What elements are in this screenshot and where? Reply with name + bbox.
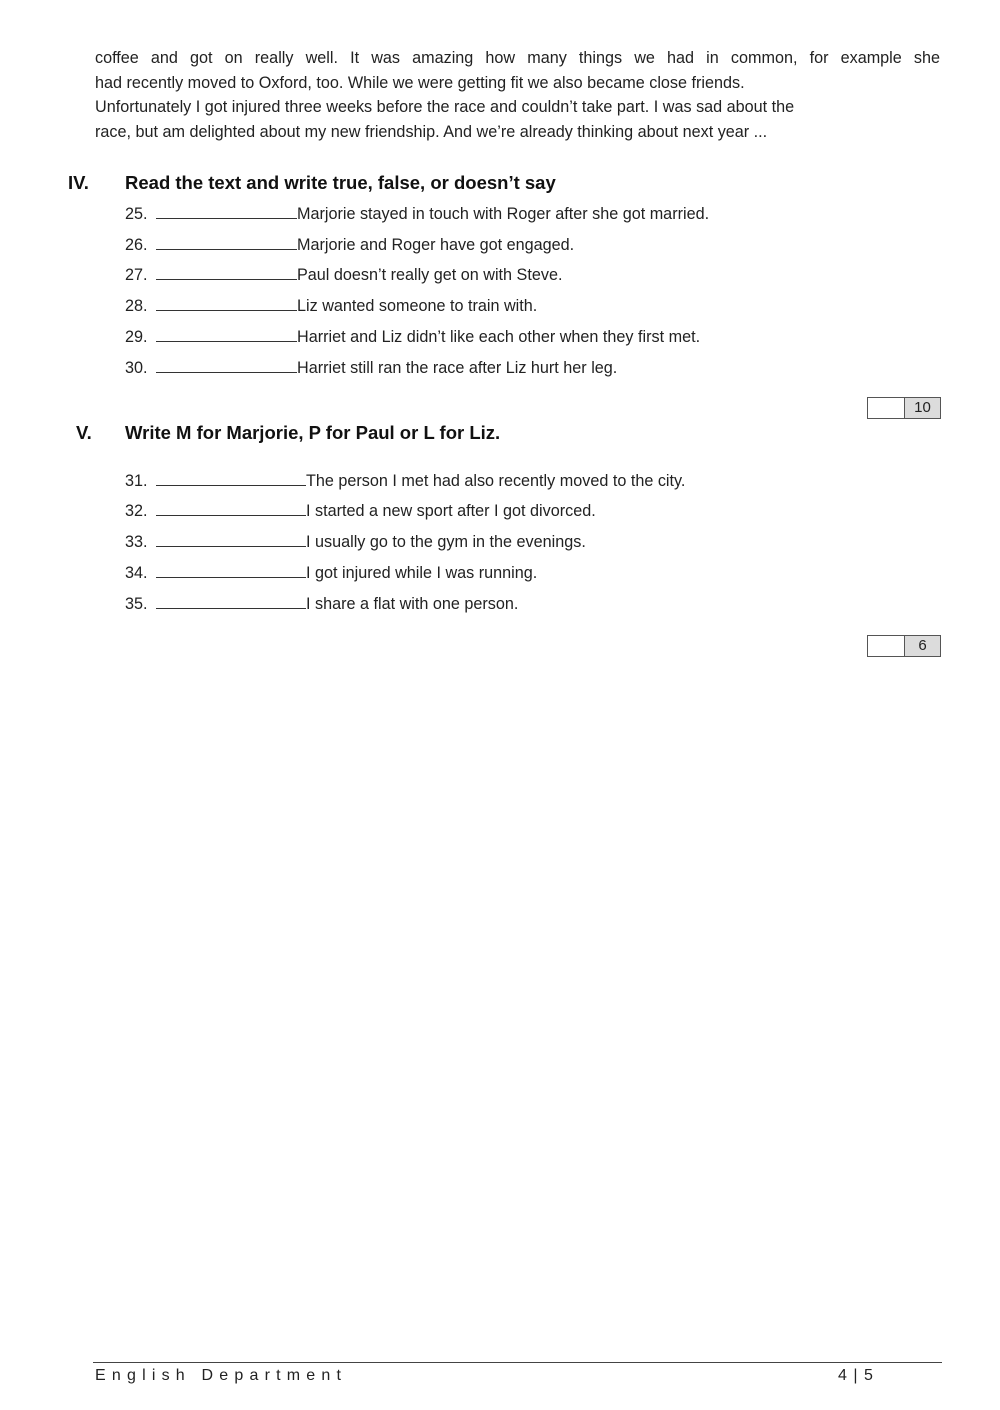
- footer-department: English Department: [95, 1367, 348, 1384]
- passage-line: had recently moved to Oxford, too. While we were getting fit we also became close friends.: [95, 73, 745, 92]
- footer-divider: [93, 1362, 942, 1363]
- passage-line: coffee and got on really well. It was amazing how many things we had in common, for example she: [95, 49, 940, 67]
- question-statement: Harriet and Liz didn’t like each other when they first met.: [297, 328, 701, 346]
- question-item-33: [125, 530, 586, 552]
- question-item-32: [125, 499, 596, 521]
- footer-page-number: 4 | 5: [838, 1367, 874, 1384]
- score-entry-cell[interactable]: [868, 636, 905, 656]
- section-iv-title: Read the text and write true, false, or doesn’t say: [125, 172, 556, 193]
- question-statement: I started a new sport after I got divorced.: [306, 502, 596, 520]
- question-item-35: [125, 592, 518, 614]
- question-number: 28.: [125, 297, 148, 315]
- answer-blank-29[interactable]: [156, 325, 297, 342]
- max-points: 10: [905, 398, 940, 418]
- question-number: 35.: [125, 595, 148, 613]
- question-item-30: [125, 356, 617, 378]
- question-number: 30.: [125, 359, 148, 377]
- question-number: 25.: [125, 205, 148, 223]
- question-item-29: [125, 325, 700, 347]
- question-item-25: [125, 202, 709, 224]
- answer-blank-28[interactable]: [156, 294, 297, 311]
- question-number: 26.: [125, 236, 148, 254]
- question-number: 32.: [125, 502, 148, 520]
- answer-blank-30[interactable]: [156, 356, 297, 373]
- answer-blank-34[interactable]: [156, 561, 306, 578]
- section-v-numeral: V.: [76, 422, 92, 443]
- score-entry-cell[interactable]: [868, 398, 905, 418]
- question-item-28: [125, 294, 537, 316]
- question-number: 29.: [125, 328, 148, 346]
- question-item-34: [125, 561, 537, 583]
- question-statement: I usually go to the gym in the evenings.: [306, 533, 586, 551]
- answer-blank-26[interactable]: [156, 233, 297, 250]
- section-iv-numeral: IV.: [68, 172, 89, 193]
- passage-line: Unfortunately I got injured three weeks before the race and couldn’t take part. I was sad about the: [95, 98, 795, 117]
- reading-passage-continuation: [95, 46, 940, 144]
- question-statement: Harriet still ran the race after Liz hurt her leg.: [297, 359, 618, 377]
- answer-blank-35[interactable]: [156, 592, 306, 609]
- question-statement: Paul doesn’t really get on with Steve.: [297, 266, 563, 284]
- question-item-26: [125, 233, 574, 255]
- answer-blank-27[interactable]: [156, 263, 297, 280]
- section-iv-score-box: [867, 397, 941, 419]
- passage-line: race, but am delighted about my new friendship. And we’re already thinking about next year ...: [95, 122, 768, 141]
- section-v-title: Write M for Marjorie, P for Paul or L for Liz.: [125, 422, 501, 443]
- max-points: 6: [905, 636, 940, 656]
- question-item-27: [125, 263, 562, 285]
- question-statement: I share a flat with one person.: [306, 595, 519, 613]
- question-statement: I got injured while I was running.: [306, 564, 538, 582]
- answer-blank-33[interactable]: [156, 530, 306, 547]
- question-number: 33.: [125, 533, 148, 551]
- answer-blank-32[interactable]: [156, 499, 306, 516]
- question-statement: Marjorie stayed in touch with Roger after she got married.: [297, 205, 710, 223]
- section-v-score-box: [867, 635, 941, 657]
- question-statement: Marjorie and Roger have got engaged.: [297, 236, 575, 254]
- question-statement: Liz wanted someone to train with.: [297, 297, 538, 315]
- answer-blank-25[interactable]: [156, 202, 297, 219]
- question-number: 31.: [125, 472, 148, 490]
- question-statement: The person I met had also recently moved to the city.: [306, 472, 686, 490]
- answer-blank-31[interactable]: [156, 469, 306, 486]
- question-number: 34.: [125, 564, 148, 582]
- question-number: 27.: [125, 266, 148, 284]
- question-item-31: [125, 469, 685, 491]
